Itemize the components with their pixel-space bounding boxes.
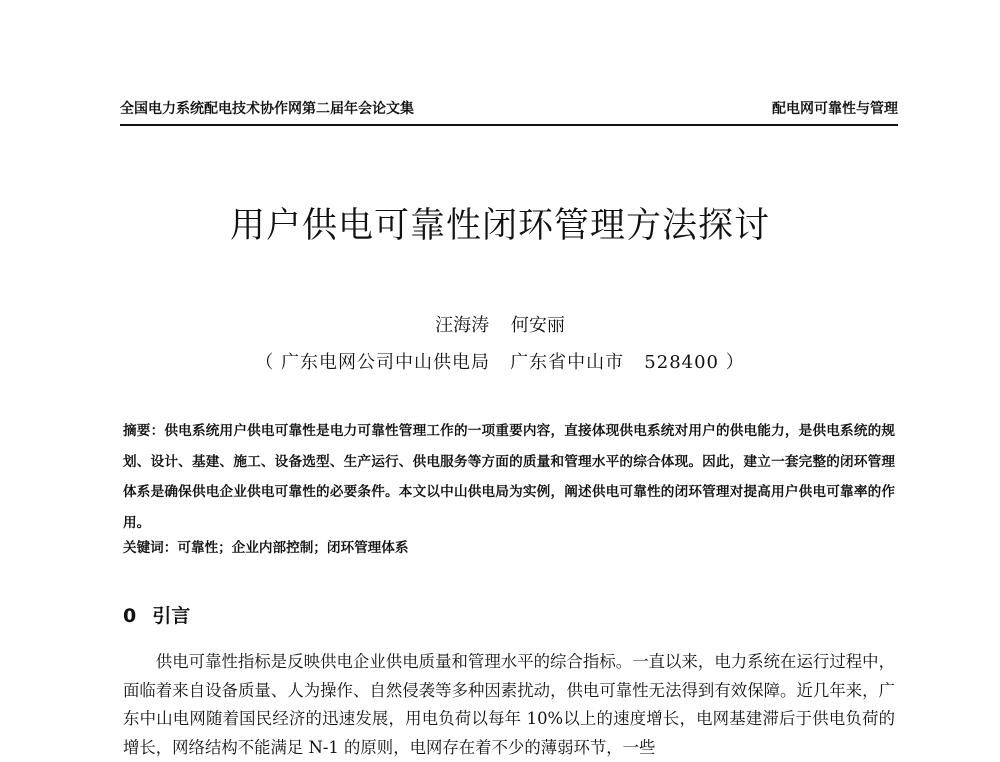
header-right-text: 配电网可靠性与管理 [772, 101, 898, 117]
abstract-text: 供电系统用户供电可靠性是电力可靠性管理工作的一项重要内容，直接体现供电系统对用户的供电能力，是供电系统的规划、设计、基建、施工、设备选型、生产运行、供电服务等方面的质量和管理水平的综合体现。因此，建立一套完整的闭环管理体系是确保供电企业供电可靠性的必要条件。本文以中山供电局为实例，阐述供电可靠性的闭环管理对提高用户供电可靠率的作用。 [123, 423, 896, 531]
affiliation: （ 广东电网公司中山供电局 广东省中山市 528400 ） [255, 352, 745, 373]
keywords-label: 关键词： [123, 540, 178, 556]
running-header [120, 98, 898, 126]
body-paragraph: 供电可靠性指标是反映供电企业供电质量和管理水平的综合指标。一直以来，电力系统在运行过程中，面临着来自设备质量、人为操作、自然侵袭等多种因素扰动，供电可靠性无法得到有效保障。近几年来，广东中山电网随着国民经济的迅速发展，用电负荷以每年 10%以上的速度增长，电网基建滞后于供电负荷的增长，网络结构不能满足 N-1 的原则，电网存在着不少的薄弱环节，一些 [123, 652, 895, 757]
section-number: 0 [123, 605, 137, 627]
abstract [123, 416, 895, 538]
authors: 汪海涛 何安丽 [435, 315, 565, 336]
paper-title: 用户供电可靠性闭环管理方法探讨 [229, 206, 770, 246]
section-title: 引言 [152, 605, 191, 627]
header-left-text: 全国电力系统配电技术协作网第二届年会论文集 [120, 101, 414, 117]
section-heading [123, 601, 190, 628]
abstract-label: 摘要： [123, 423, 165, 439]
keywords [123, 538, 895, 558]
keywords-text: 可靠性；企业内部控制；闭环管理体系 [177, 540, 409, 556]
